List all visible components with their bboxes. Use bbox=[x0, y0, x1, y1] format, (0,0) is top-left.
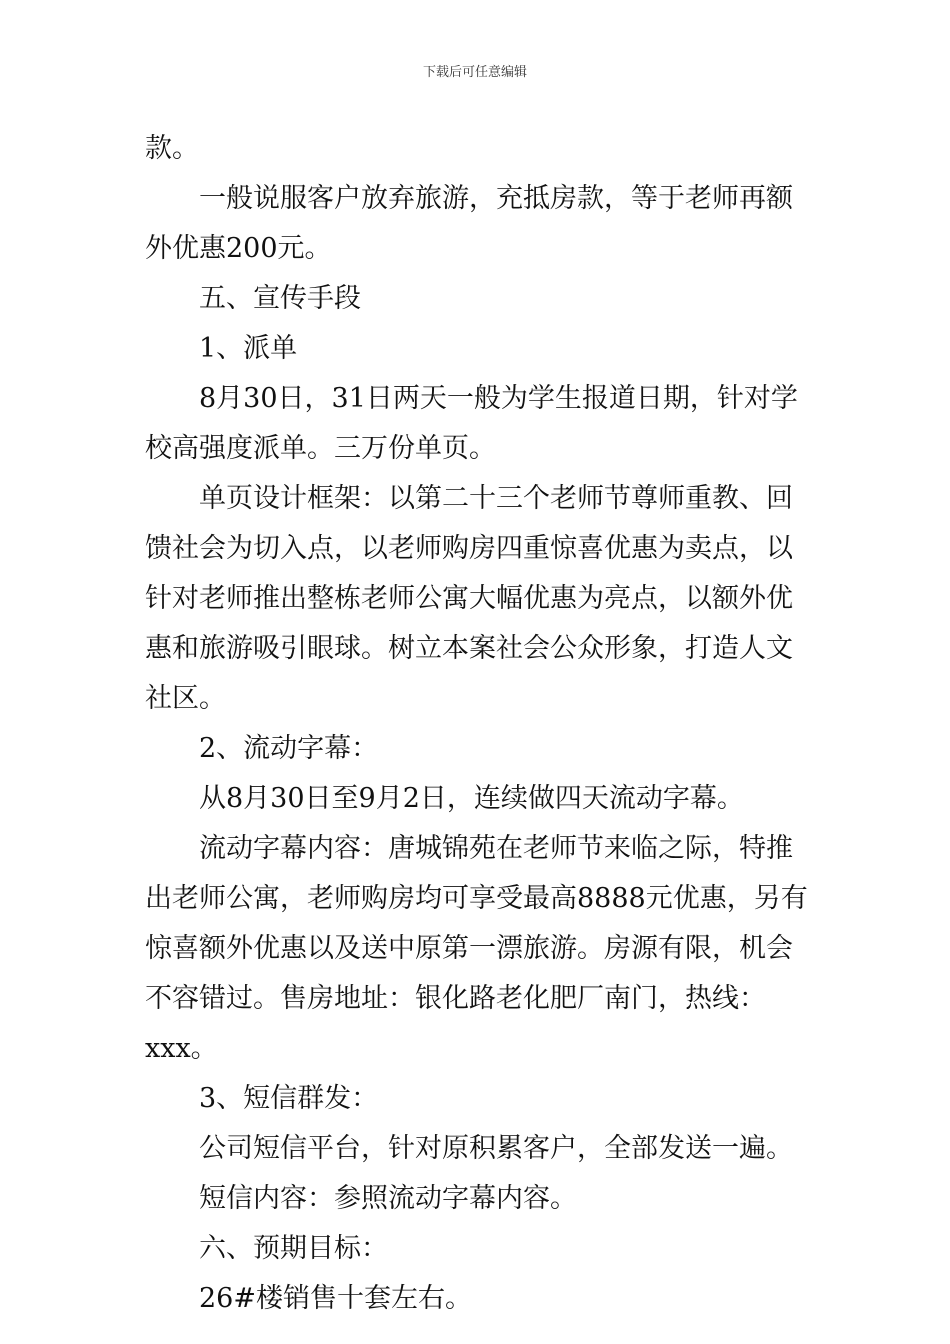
subheading-3: 3、短信群发： bbox=[199, 1083, 379, 1114]
paragraph-14: 26#楼销售十套左右。 bbox=[199, 1283, 472, 1314]
page-header: 下载后可任意编辑 bbox=[422, 65, 527, 80]
paragraph-5: 8月30日，31日两天一般为学生报道日期，针对学校高强度派单。三万份单页。 bbox=[145, 383, 798, 464]
paragraph-12: 短信内容：参照流动字幕内容。 bbox=[199, 1183, 577, 1214]
document-body bbox=[145, 124, 813, 1324]
paragraph-2: 一般说服客户放弃旅游，充抵房款，等于老师再额外优惠200元。 bbox=[145, 183, 793, 264]
section-heading-6: 六、预期目标： bbox=[199, 1233, 388, 1264]
paragraph-9: 流动字幕内容：唐城锦苑在老师节来临之际，特推出老师公寓，老师购房均可享受最高8888元优惠，另有惊喜额外优惠以及送中原第一漂旅游。房源有限，机会不容错过。售房地址：银化路老化肥厂南门，热线：xxx。 bbox=[145, 833, 808, 1064]
subheading-1: 1、派单 bbox=[199, 333, 298, 364]
paragraph-11: 公司短信平台，针对原积累客户，全部发送一遍。 bbox=[199, 1133, 793, 1164]
paragraph-6: 单页设计框架：以第二十三个老师节尊师重教、回馈社会为切入点，以老师购房四重惊喜优惠为卖点，以针对老师推出整栋老师公寓大幅优惠为亮点，以额外优惠和旅游吸引眼球。树立本案社会公众形象，打造人文社区。 bbox=[145, 483, 793, 714]
section-heading-5: 五、宣传手段 bbox=[199, 283, 361, 314]
paragraph-1: 款。 bbox=[145, 133, 199, 164]
subheading-2: 2、流动字幕： bbox=[199, 733, 379, 764]
paragraph-8: 从8月30日至9月2日，连续做四天流动字幕。 bbox=[199, 783, 744, 814]
